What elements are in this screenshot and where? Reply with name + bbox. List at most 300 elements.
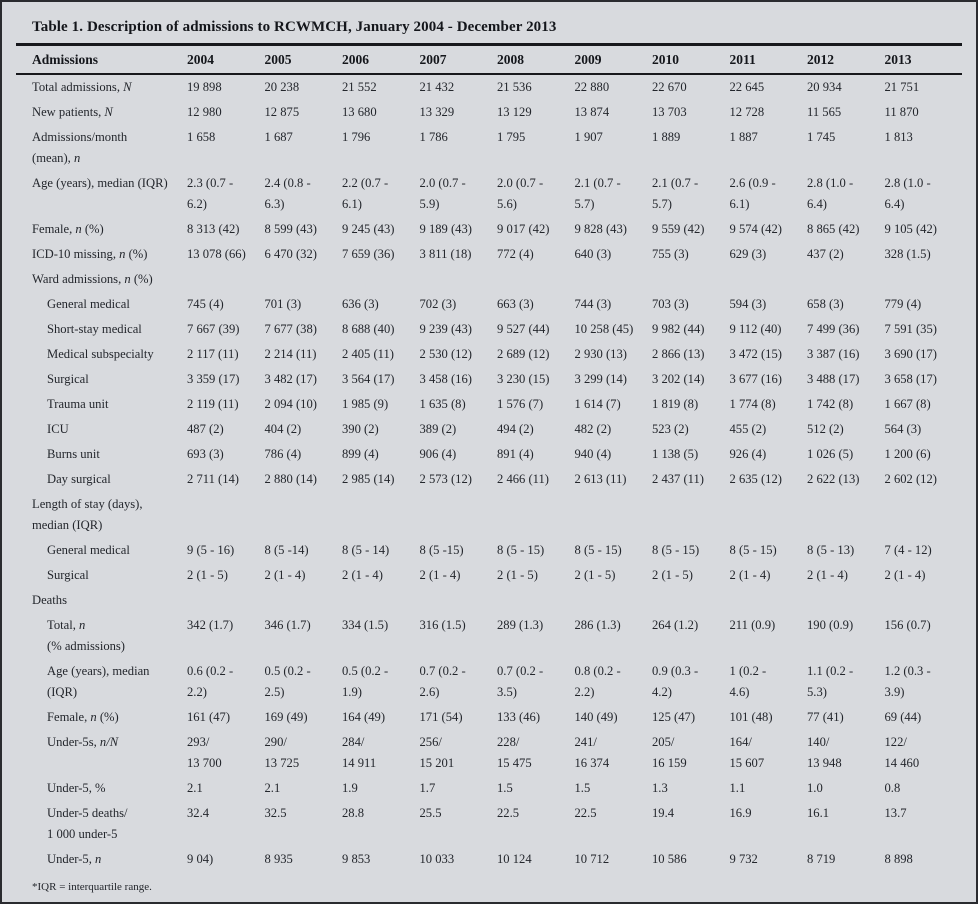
row-label: Trauma unit	[47, 397, 109, 411]
value-cell: 11 870	[884, 105, 919, 119]
value-cell: 1.3	[652, 781, 668, 795]
value-cell: 316 (1.5)	[419, 618, 466, 632]
value-cell: 256/ 15 201	[419, 735, 455, 770]
value-cell: 12 875	[264, 105, 300, 119]
table-row	[16, 392, 962, 417]
value-cell: 2 094 (10)	[264, 397, 317, 411]
value-cell: 891 (4)	[497, 447, 534, 461]
value-cell: 6 470 (32)	[264, 247, 317, 261]
value-cell: 77 (41)	[807, 710, 844, 724]
value-cell: 8 719	[807, 852, 836, 866]
value-cell: 2 (1 - 4)	[729, 568, 771, 582]
value-cell: 1 614 (7)	[574, 397, 621, 411]
value-cell: 640 (3)	[574, 247, 612, 261]
table-row	[16, 267, 962, 292]
value-cell: 122/ 14 460	[884, 735, 920, 770]
value-cell: 25.5	[419, 806, 442, 820]
value-cell: 1 658	[187, 130, 216, 144]
year-column-header: 2008	[497, 45, 575, 75]
value-cell: 3 811 (18)	[419, 247, 472, 261]
value-cell: 10 712	[574, 852, 610, 866]
value-cell: 2 635 (12)	[729, 472, 782, 486]
value-cell: 594 (3)	[729, 297, 767, 311]
value-cell: 125 (47)	[652, 710, 696, 724]
value-cell: 482 (2)	[574, 422, 612, 436]
value-cell	[807, 267, 885, 292]
value-cell: 3 387 (16)	[807, 347, 860, 361]
row-label: General medical	[47, 297, 130, 311]
value-cell	[807, 588, 885, 613]
table-row	[16, 342, 962, 367]
value-cell: 69 (44)	[884, 710, 922, 724]
table-header-row	[16, 45, 962, 75]
table-row	[16, 442, 962, 467]
value-cell: 940 (4)	[574, 447, 612, 461]
value-cell: 22.5	[574, 806, 597, 820]
value-cell: 0.9 (0.3 - 4.2)	[652, 664, 699, 699]
value-cell: 2.8 (1.0 - 6.4)	[807, 176, 854, 211]
table-row	[16, 659, 962, 705]
value-cell: 3 202 (14)	[652, 372, 705, 386]
value-cell: 16.1	[807, 806, 830, 820]
value-cell: 9 112 (40)	[729, 322, 782, 336]
value-cell: 10 586	[652, 852, 687, 866]
value-cell: 2.4 (0.8 - 6.3)	[264, 176, 311, 211]
value-cell: 1 819 (8)	[652, 397, 699, 411]
value-cell: 156 (0.7)	[884, 618, 931, 632]
value-cell: 1 889	[652, 130, 681, 144]
value-cell: 1 200 (6)	[884, 447, 931, 461]
year-column-header: 2012	[807, 45, 885, 75]
value-cell: 779 (4)	[884, 297, 922, 311]
year-column-header: 2007	[420, 45, 498, 75]
value-cell: 20 238	[264, 80, 300, 94]
value-cell: 2 (1 - 4)	[419, 568, 461, 582]
value-cell: 1.2 (0.3 - 3.9)	[884, 664, 931, 699]
value-cell: 8 935	[264, 852, 293, 866]
value-cell: 2 (1 - 4)	[884, 568, 926, 582]
value-cell: 228/ 15 475	[497, 735, 532, 770]
value-cell: 3 690 (17)	[884, 347, 937, 361]
value-cell	[575, 492, 653, 538]
value-cell: 140 (49)	[574, 710, 618, 724]
value-cell: 8 898	[884, 852, 913, 866]
value-cell	[187, 588, 265, 613]
value-cell	[342, 588, 420, 613]
value-cell: 101 (48)	[729, 710, 773, 724]
value-cell: 1 (0.2 - 4.6)	[729, 664, 767, 699]
value-cell: 2 (1 - 4)	[342, 568, 383, 582]
value-cell	[575, 267, 653, 292]
value-cell: 140/ 13 948	[807, 735, 842, 770]
row-label: Deaths	[32, 593, 67, 607]
year-column-header: 2010	[652, 45, 730, 75]
row-label: Under-5 deaths/ 1 000 under-5	[47, 806, 128, 841]
value-cell: 2.0 (0.7 - 5.9)	[419, 176, 466, 211]
value-cell: 11 565	[807, 105, 842, 119]
value-cell: 8 (5 -15)	[419, 543, 464, 557]
value-cell: 328 (1.5)	[884, 247, 931, 261]
row-label: Surgical	[47, 568, 89, 582]
year-column-header: 2013	[885, 45, 963, 75]
value-cell	[497, 267, 575, 292]
value-cell: 164 (49)	[342, 710, 386, 724]
value-cell: 3 359 (17)	[187, 372, 240, 386]
value-cell	[342, 267, 420, 292]
value-cell: 1.1	[729, 781, 746, 795]
year-column-header: 2009	[575, 45, 653, 75]
value-cell: 1.5	[574, 781, 591, 795]
value-cell: 2.0 (0.7 - 5.6)	[497, 176, 544, 211]
value-cell: 21 432	[419, 80, 455, 94]
value-cell: 629 (3)	[729, 247, 767, 261]
value-cell: 1 026 (5)	[807, 447, 854, 461]
row-label: New patients, N	[32, 105, 113, 119]
value-cell: 10 258 (45)	[574, 322, 634, 336]
value-cell: 2 (1 - 4)	[264, 568, 306, 582]
value-cell: 2 437 (11)	[652, 472, 704, 486]
value-cell: 0.8 (0.2 - 2.2)	[574, 664, 621, 699]
value-cell: 658 (3)	[807, 297, 844, 311]
row-label: Total, n (% admissions)	[47, 618, 126, 653]
value-cell: 2 689 (12)	[497, 347, 550, 361]
table-row	[16, 801, 962, 847]
value-cell: 494 (2)	[497, 422, 534, 436]
value-cell: 755 (3)	[652, 247, 689, 261]
table-row	[16, 367, 962, 392]
value-cell: 9 239 (43)	[419, 322, 472, 336]
value-cell: 693 (3)	[187, 447, 224, 461]
value-cell: 390 (2)	[342, 422, 379, 436]
table-row	[16, 317, 962, 342]
table-title: Table 1. Description of admissions to RCWMCH, January 2004 - December 2013	[32, 19, 557, 35]
value-cell: 2 622 (13)	[807, 472, 860, 486]
value-cell	[497, 492, 575, 538]
value-cell: 1 774 (8)	[729, 397, 776, 411]
value-cell: 7 677 (38)	[264, 322, 317, 336]
value-cell: 7 499 (36)	[807, 322, 860, 336]
value-cell: 21 751	[884, 80, 920, 94]
table-row	[16, 417, 962, 442]
row-label: Female, n (%)	[47, 710, 119, 724]
value-cell: 7 667 (39)	[187, 322, 240, 336]
value-cell	[497, 588, 575, 613]
value-cell: 455 (2)	[729, 422, 767, 436]
value-cell: 22.5	[497, 806, 520, 820]
value-cell: 13 874	[574, 105, 610, 119]
value-cell	[265, 588, 343, 613]
value-cell	[885, 588, 963, 613]
row-label: Short-stay medical	[47, 322, 142, 336]
value-cell: 22 645	[729, 80, 765, 94]
value-cell: 211 (0.9)	[729, 618, 776, 632]
value-cell: 190 (0.9)	[807, 618, 854, 632]
value-cell	[730, 492, 808, 538]
value-cell: 21 536	[497, 80, 532, 94]
value-cell: 2 930 (13)	[574, 347, 627, 361]
value-cell: 1 687	[264, 130, 293, 144]
table-row	[16, 847, 962, 872]
value-cell: 28.8	[342, 806, 365, 820]
value-cell: 9 04)	[187, 852, 214, 866]
value-cell: 12 980	[187, 105, 222, 119]
value-cell: 2.8 (1.0 - 6.4)	[884, 176, 931, 211]
value-cell: 8 (5 - 14)	[342, 543, 390, 557]
value-cell: 8 (5 - 15)	[729, 543, 777, 557]
value-cell: 2 880 (14)	[264, 472, 317, 486]
value-cell: 3 230 (15)	[497, 372, 550, 386]
value-cell: 205/ 16 159	[652, 735, 687, 770]
value-cell: 13 703	[652, 105, 687, 119]
value-cell: 1 887	[729, 130, 758, 144]
value-cell: 0.8	[884, 781, 901, 795]
value-cell: 13 129	[497, 105, 532, 119]
value-cell: 9 245 (43)	[342, 222, 395, 236]
value-cell: 289 (1.3)	[497, 618, 544, 632]
value-cell: 133 (46)	[497, 710, 541, 724]
value-cell: 2 214 (11)	[264, 347, 317, 361]
value-cell: 7 (4 - 12)	[884, 543, 932, 557]
value-cell: 32.4	[187, 806, 210, 820]
value-cell: 2 602 (12)	[884, 472, 937, 486]
value-cell: 2.2 (0.7 - 6.1)	[342, 176, 389, 211]
table-row	[16, 705, 962, 730]
value-cell	[652, 588, 730, 613]
value-cell: 19.4	[652, 806, 675, 820]
value-cell: 487 (2)	[187, 422, 224, 436]
value-cell: 8 313 (42)	[187, 222, 240, 236]
value-cell: 663 (3)	[497, 297, 534, 311]
value-cell: 169 (49)	[264, 710, 308, 724]
value-cell: 2 (1 - 5)	[574, 568, 616, 582]
value-cell: 2.6 (0.9 - 6.1)	[729, 176, 776, 211]
table-row	[16, 492, 962, 538]
value-cell: 564 (3)	[884, 422, 922, 436]
value-cell: 2 466 (11)	[497, 472, 549, 486]
value-cell: 334 (1.5)	[342, 618, 389, 632]
row-label: Burns unit	[47, 447, 100, 461]
row-label: ICU	[47, 422, 69, 436]
table-body	[16, 74, 962, 872]
value-cell	[730, 267, 808, 292]
year-column-header: 2005	[265, 45, 343, 75]
value-cell: 1.0	[807, 781, 823, 795]
value-cell: 13.7	[884, 806, 907, 820]
value-cell: 9 105 (42)	[884, 222, 937, 236]
value-cell: 906 (4)	[419, 447, 457, 461]
row-label: Surgical	[47, 372, 89, 386]
value-cell	[420, 267, 498, 292]
value-cell: 1 576 (7)	[497, 397, 544, 411]
value-cell: 16.9	[729, 806, 752, 820]
table-row	[16, 613, 962, 659]
value-cell: 13 329	[419, 105, 455, 119]
value-cell: 21 552	[342, 80, 377, 94]
year-column-header: 2011	[730, 45, 808, 75]
value-cell: 9 559 (42)	[652, 222, 705, 236]
row-label: ICD-10 missing, n (%)	[32, 247, 148, 261]
table-row	[16, 563, 962, 588]
value-cell: 404 (2)	[264, 422, 302, 436]
table-row	[16, 242, 962, 267]
value-cell: 701 (3)	[264, 297, 302, 311]
value-cell: 2 613 (11)	[574, 472, 627, 486]
value-cell: 8 (5 - 15)	[652, 543, 700, 557]
value-cell: 512 (2)	[807, 422, 844, 436]
table-row	[16, 74, 962, 100]
value-cell: 9 189 (43)	[419, 222, 472, 236]
value-cell: 1.5	[497, 781, 513, 795]
row-label: Medical subspecialty	[47, 347, 154, 361]
table-row	[16, 100, 962, 125]
table-row	[16, 538, 962, 563]
value-cell: 389 (2)	[419, 422, 457, 436]
value-cell: 1 985 (9)	[342, 397, 389, 411]
value-cell: 342 (1.7)	[187, 618, 234, 632]
value-cell: 0.6 (0.2 - 2.2)	[187, 664, 234, 699]
table-row	[16, 217, 962, 242]
table-row	[16, 730, 962, 776]
value-cell	[420, 492, 498, 538]
value-cell: 702 (3)	[419, 297, 457, 311]
table-row	[16, 467, 962, 492]
value-cell: 8 (5 - 15)	[574, 543, 622, 557]
value-cell: 3 564 (17)	[342, 372, 395, 386]
row-label: Admissions/month (mean), n	[32, 130, 128, 165]
value-cell: 1 745	[807, 130, 836, 144]
value-cell: 2.1 (0.7 - 5.7)	[652, 176, 699, 211]
row-label: Day surgical	[47, 472, 111, 486]
value-cell: 7 659 (36)	[342, 247, 395, 261]
value-cell: 1 813	[884, 130, 913, 144]
value-cell: 0.5 (0.2 - 1.9)	[342, 664, 389, 699]
value-cell: 20 934	[807, 80, 842, 94]
value-cell: 8 (5 - 15)	[497, 543, 545, 557]
value-cell: 10 124	[497, 852, 532, 866]
value-cell: 9 574 (42)	[729, 222, 782, 236]
value-cell: 0.7 (0.2 - 3.5)	[497, 664, 544, 699]
admissions-table	[16, 43, 962, 872]
value-cell: 2.1	[187, 781, 203, 795]
value-cell: 772 (4)	[497, 247, 534, 261]
table-row	[16, 292, 962, 317]
row-label: Age (years), median (IQR)	[47, 664, 150, 699]
value-cell: 3 677 (16)	[729, 372, 782, 386]
row-label: Ward admissions, n (%)	[32, 272, 153, 286]
value-cell: 2.1	[264, 781, 281, 795]
value-cell: 2.3 (0.7 - 6.2)	[187, 176, 234, 211]
table-row	[16, 125, 962, 171]
value-cell: 1.9	[342, 781, 358, 795]
value-cell: 745 (4)	[187, 297, 224, 311]
value-cell: 2 405 (11)	[342, 347, 394, 361]
value-cell	[187, 267, 265, 292]
value-cell: 744 (3)	[574, 297, 612, 311]
value-cell: 8 865 (42)	[807, 222, 860, 236]
value-cell: 264 (1.2)	[652, 618, 699, 632]
value-cell: 1 138 (5)	[652, 447, 699, 461]
value-cell: 1 907	[574, 130, 603, 144]
value-cell	[575, 588, 653, 613]
value-cell: 171 (54)	[419, 710, 463, 724]
value-cell: 7 591 (35)	[884, 322, 937, 336]
value-cell	[885, 267, 963, 292]
value-cell: 2.1 (0.7 - 5.7)	[574, 176, 621, 211]
row-label: Under-5, %	[47, 781, 106, 795]
value-cell: 8 599 (43)	[264, 222, 317, 236]
value-cell	[730, 588, 808, 613]
value-cell: 290/ 13 725	[264, 735, 300, 770]
value-cell	[652, 267, 730, 292]
year-column-header: 2006	[342, 45, 420, 75]
value-cell: 9 (5 - 16)	[187, 543, 235, 557]
value-cell: 3 458 (16)	[419, 372, 472, 386]
row-label: Total admissions, N	[32, 80, 132, 94]
table-footnote: *IQR = interquartile range.	[32, 881, 152, 893]
admissions-column-header: Admissions	[16, 45, 187, 75]
value-cell: 161 (47)	[187, 710, 231, 724]
value-cell: 9 527 (44)	[497, 322, 550, 336]
value-cell: 2 119 (11)	[187, 397, 239, 411]
value-cell	[420, 588, 498, 613]
value-cell	[885, 492, 963, 538]
value-cell: 1 796	[342, 130, 371, 144]
value-cell: 1.1 (0.2 - 5.3)	[807, 664, 854, 699]
value-cell: 523 (2)	[652, 422, 689, 436]
row-label: Under-5s, n/N	[47, 735, 119, 749]
value-cell: 9 828 (43)	[574, 222, 627, 236]
value-cell: 2 866 (13)	[652, 347, 705, 361]
year-column-header: 2004	[187, 45, 265, 75]
value-cell	[342, 492, 420, 538]
value-cell	[807, 492, 885, 538]
row-label: Age (years), median (IQR)	[32, 176, 168, 190]
value-cell: 2 117 (11)	[187, 347, 239, 361]
value-cell: 164/ 15 607	[729, 735, 765, 770]
value-cell	[652, 492, 730, 538]
value-cell: 22 880	[574, 80, 610, 94]
value-cell: 10 033	[419, 852, 455, 866]
row-label: Length of stay (days), median (IQR)	[32, 497, 143, 532]
value-cell: 9 982 (44)	[652, 322, 705, 336]
row-label: General medical	[47, 543, 130, 557]
value-cell: 2 (1 - 5)	[187, 568, 228, 582]
row-label: Under-5, n	[47, 852, 102, 866]
value-cell: 2 (1 - 5)	[497, 568, 538, 582]
value-cell: 346 (1.7)	[264, 618, 311, 632]
value-cell	[187, 492, 265, 538]
value-cell: 1.7	[419, 781, 436, 795]
value-cell: 636 (3)	[342, 297, 379, 311]
table-row	[16, 171, 962, 217]
value-cell: 786 (4)	[264, 447, 302, 461]
value-cell: 22 670	[652, 80, 687, 94]
value-cell: 3 658 (17)	[884, 372, 937, 386]
value-cell: 9 017 (42)	[497, 222, 550, 236]
value-cell: 293/ 13 700	[187, 735, 222, 770]
table-row	[16, 588, 962, 613]
value-cell: 2 (1 - 5)	[652, 568, 693, 582]
value-cell: 3 482 (17)	[264, 372, 317, 386]
value-cell: 286 (1.3)	[574, 618, 621, 632]
value-cell: 8 (5 -14)	[264, 543, 309, 557]
value-cell: 19 898	[187, 80, 222, 94]
value-cell: 8 688 (40)	[342, 322, 395, 336]
value-cell: 241/ 16 374	[574, 735, 610, 770]
value-cell: 284/ 14 911	[342, 735, 377, 770]
value-cell	[265, 267, 343, 292]
value-cell: 703 (3)	[652, 297, 689, 311]
